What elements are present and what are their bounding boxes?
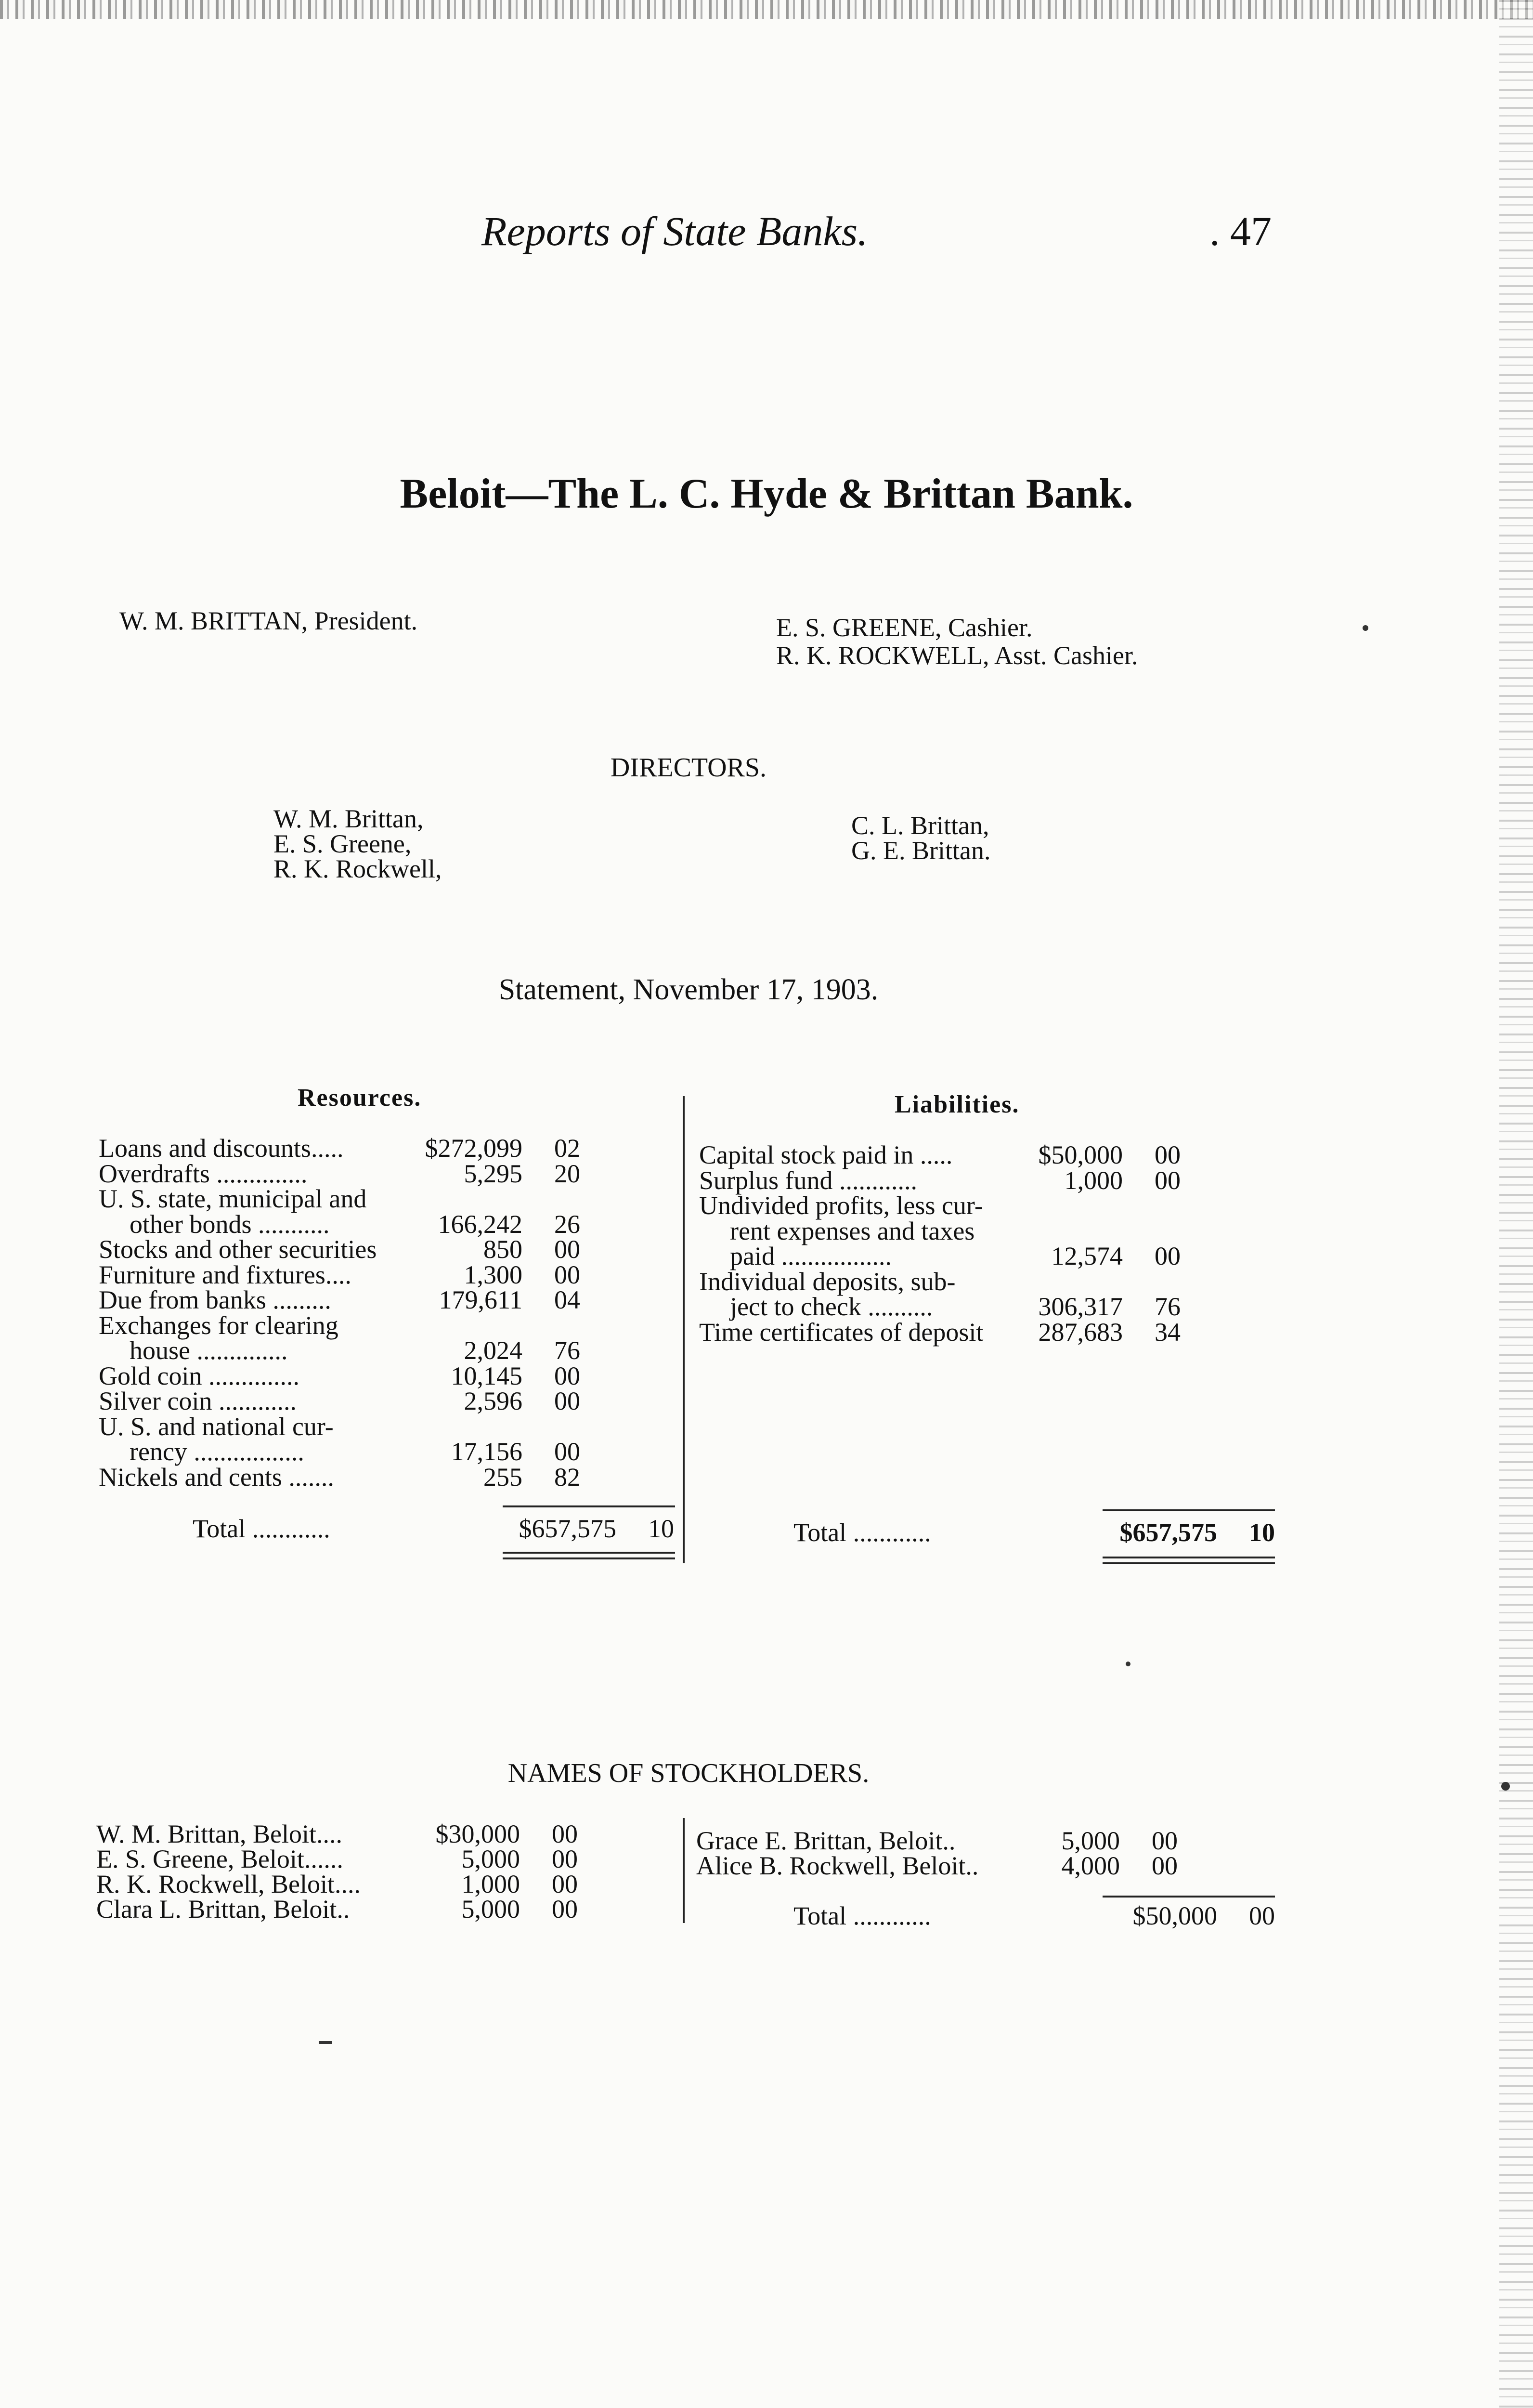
stockholder-row bbox=[96, 1871, 578, 1897]
stockholders-total-row bbox=[793, 1903, 1275, 1928]
scan-speck bbox=[1501, 1782, 1510, 1791]
liabilities-total-rule bbox=[1103, 1509, 1275, 1511]
resources-dollars: 166,242 bbox=[438, 1209, 522, 1239]
running-header-title: Reports of State Banks. bbox=[481, 208, 868, 254]
stockholder-dollars: $30,000 bbox=[435, 1819, 520, 1848]
resources-row bbox=[99, 1262, 580, 1287]
resources-label: Exchanges for clearing bbox=[99, 1310, 338, 1340]
resources-total-row bbox=[193, 1516, 674, 1541]
stockholder-cents: 00 bbox=[1152, 1826, 1178, 1855]
scan-speck bbox=[1363, 625, 1368, 631]
resources-cents: 20 bbox=[554, 1159, 580, 1188]
resources-dollars: 10,145 bbox=[451, 1361, 522, 1390]
liabilities-row bbox=[699, 1165, 1181, 1195]
liabilities-cents: 76 bbox=[1155, 1292, 1181, 1321]
resources-total-dollars: $657,575 bbox=[519, 1514, 616, 1543]
resources-total-double-rule-2 bbox=[503, 1557, 675, 1559]
stockholder-label: Clara L. Brittan, Beloit.. bbox=[96, 1895, 350, 1924]
liabilities-dollars: 1,000 bbox=[1064, 1165, 1123, 1195]
resources-label: house .............. bbox=[130, 1336, 288, 1365]
liabilities-dollars: 12,574 bbox=[1051, 1242, 1123, 1270]
resources-row bbox=[99, 1363, 580, 1388]
resources-row bbox=[99, 1310, 580, 1340]
resources-dollars: $272,099 bbox=[425, 1134, 522, 1163]
liabilities-cents: 00 bbox=[1155, 1242, 1181, 1270]
resources-label: other bonds ........... bbox=[130, 1209, 330, 1239]
resources-row bbox=[99, 1136, 580, 1161]
resources-row bbox=[99, 1462, 580, 1492]
stockholder-cents: 00 bbox=[552, 1819, 578, 1848]
stockholder-row bbox=[96, 1821, 578, 1846]
liabilities-row bbox=[699, 1294, 1181, 1319]
stockholder-row bbox=[96, 1846, 578, 1871]
resources-total-double-rule-1 bbox=[503, 1552, 675, 1554]
resources-cents: 00 bbox=[554, 1235, 580, 1264]
resources-row bbox=[99, 1388, 580, 1413]
stockholder-label: E. S. Greene, Beloit...... bbox=[96, 1845, 343, 1873]
bank-title: Beloit—The L. C. Hyde & Brittan Bank. bbox=[400, 471, 1133, 517]
officer-president: W. M. BRITTAN, President. bbox=[119, 606, 418, 635]
resources-row bbox=[99, 1338, 580, 1363]
liabilities-row bbox=[699, 1269, 1181, 1294]
resources-dollars: 5,295 bbox=[464, 1159, 522, 1188]
resources-cents: 00 bbox=[554, 1260, 580, 1289]
resources-dollars: 179,611 bbox=[439, 1285, 522, 1314]
stockholder-label: R. K. Rockwell, Beloit.... bbox=[96, 1870, 361, 1898]
director-left-2: E. S. Greene, bbox=[273, 829, 412, 858]
resources-label: Silver coin ............ bbox=[99, 1387, 297, 1415]
liabilities-label: Undivided profits, less cur- bbox=[699, 1191, 983, 1220]
officer-cashier: E. S. GREENE, Cashier. bbox=[776, 613, 1033, 642]
resources-cents: 00 bbox=[554, 1437, 580, 1466]
liabilities-cents: 00 bbox=[1155, 1165, 1181, 1195]
resources-dollars: 850 bbox=[483, 1235, 522, 1264]
resources-label: Due from banks ......... bbox=[99, 1285, 331, 1314]
stockholder-dollars: 5,000 bbox=[1061, 1826, 1120, 1855]
resources-dollars: 17,156 bbox=[451, 1437, 522, 1466]
liabilities-label: ject to check .......... bbox=[730, 1292, 933, 1321]
resources-row bbox=[99, 1237, 580, 1262]
liabilities-cents: 00 bbox=[1155, 1140, 1181, 1169]
liabilities-row bbox=[699, 1193, 1181, 1218]
stockholder-label: Alice B. Rockwell, Beloit.. bbox=[696, 1851, 979, 1880]
liabilities-dollars: 306,317 bbox=[1038, 1292, 1123, 1321]
liabilities-label: rent expenses and taxes bbox=[730, 1216, 975, 1245]
liabilities-label: Time certificates of deposit bbox=[699, 1317, 984, 1347]
liabilities-label: paid ................. bbox=[730, 1242, 892, 1270]
resources-label: U. S. and national cur- bbox=[99, 1412, 334, 1441]
resources-total-cents: 10 bbox=[648, 1514, 674, 1543]
directors-heading: DIRECTORS. bbox=[610, 753, 767, 783]
liabilities-total-double-rule-1 bbox=[1103, 1557, 1275, 1558]
statement-title: Statement, November 17, 1903. bbox=[498, 973, 879, 1006]
resources-row bbox=[99, 1439, 580, 1464]
liabilities-row bbox=[699, 1317, 1181, 1347]
resources-dollars: 2,596 bbox=[464, 1387, 522, 1415]
liabilities-total-label: Total ............ bbox=[793, 1518, 931, 1547]
liabilities-cents: 34 bbox=[1155, 1317, 1181, 1347]
liabilities-total-dollars: $657,575 bbox=[1119, 1518, 1217, 1547]
liabilities-total-double-rule-2 bbox=[1103, 1562, 1275, 1564]
stockholder-row bbox=[696, 1828, 1178, 1853]
resources-label: Gold coin .............. bbox=[99, 1361, 299, 1390]
resources-cents: 00 bbox=[554, 1361, 580, 1390]
liabilities-dollars: 287,683 bbox=[1038, 1317, 1123, 1347]
director-left-3: R. K. Rockwell, bbox=[273, 854, 442, 883]
stockholders-heading: NAMES OF STOCKHOLDERS. bbox=[507, 1758, 870, 1788]
stockholders-divider bbox=[683, 1818, 685, 1923]
page-number: . 47 bbox=[1209, 208, 1272, 254]
liabilities-total-row bbox=[793, 1520, 1275, 1545]
resources-label: Stocks and other securities bbox=[99, 1235, 377, 1264]
liabilities-label: Capital stock paid in ..... bbox=[699, 1140, 953, 1169]
stockholders-total-rule bbox=[1103, 1896, 1275, 1898]
stockholder-cents: 00 bbox=[552, 1845, 578, 1873]
liabilities-row bbox=[699, 1218, 1181, 1243]
liabilities-label: Individual deposits, sub- bbox=[699, 1267, 956, 1296]
scan-edge-top bbox=[0, 0, 1533, 19]
resources-row bbox=[99, 1161, 580, 1186]
director-left-1: W. M. Brittan, bbox=[273, 804, 424, 833]
stockholder-label: W. M. Brittan, Beloit.... bbox=[96, 1819, 342, 1848]
scan-edge-right bbox=[1499, 0, 1533, 2408]
liabilities-row bbox=[699, 1243, 1181, 1269]
resources-row bbox=[99, 1209, 580, 1239]
resources-cents: 76 bbox=[554, 1336, 580, 1365]
resources-cents: 04 bbox=[554, 1285, 580, 1314]
stockholder-dollars: 5,000 bbox=[461, 1895, 520, 1924]
director-right-1: C. L. Brittan, bbox=[851, 811, 989, 840]
resources-heading: Resources. bbox=[298, 1084, 422, 1112]
director-right-2: G. E. Brittan. bbox=[851, 836, 991, 865]
resources-cents: 26 bbox=[554, 1209, 580, 1239]
resources-cents: 00 bbox=[554, 1387, 580, 1415]
resources-dollars: 255 bbox=[483, 1462, 522, 1492]
balance-column-divider bbox=[683, 1096, 685, 1563]
liabilities-row bbox=[699, 1142, 1181, 1167]
stockholder-row bbox=[96, 1897, 578, 1922]
resources-dollars: 2,024 bbox=[464, 1336, 522, 1365]
stockholder-label: Grace E. Brittan, Beloit.. bbox=[696, 1826, 956, 1855]
stockholder-dollars: 1,000 bbox=[461, 1870, 520, 1898]
liabilities-heading: Liabilities. bbox=[895, 1091, 1020, 1118]
resources-total-label: Total ............ bbox=[193, 1514, 330, 1543]
resources-label: Furniture and fixtures.... bbox=[99, 1260, 351, 1289]
scan-speck bbox=[1126, 1662, 1130, 1666]
resources-cents: 02 bbox=[554, 1134, 580, 1163]
resources-row bbox=[99, 1186, 580, 1211]
resources-label: U. S. state, municipal and bbox=[99, 1184, 367, 1213]
stockholder-dollars: 4,000 bbox=[1061, 1851, 1120, 1880]
resources-total-rule bbox=[503, 1505, 675, 1507]
resources-label: rency ................. bbox=[130, 1437, 304, 1466]
liabilities-total-cents: 10 bbox=[1249, 1518, 1275, 1547]
scan-mark bbox=[319, 2041, 332, 2044]
resources-row bbox=[99, 1287, 580, 1312]
stockholder-dollars: 5,000 bbox=[461, 1845, 520, 1873]
stockholder-cents: 00 bbox=[552, 1895, 578, 1924]
resources-row bbox=[99, 1414, 580, 1439]
resources-label: Overdrafts .............. bbox=[99, 1159, 308, 1188]
stockholders-total-dollars: $50,000 bbox=[1132, 1901, 1217, 1930]
liabilities-label: Surplus fund ............ bbox=[699, 1165, 918, 1195]
stockholder-cents: 00 bbox=[552, 1870, 578, 1898]
resources-dollars: 1,300 bbox=[464, 1260, 522, 1289]
stockholder-cents: 00 bbox=[1152, 1851, 1178, 1880]
resources-cents: 82 bbox=[554, 1462, 580, 1492]
resources-label: Loans and discounts..... bbox=[99, 1134, 344, 1163]
resources-label: Nickels and cents ....... bbox=[99, 1462, 334, 1492]
stockholders-total-cents: 00 bbox=[1249, 1901, 1275, 1930]
liabilities-dollars: $50,000 bbox=[1038, 1140, 1123, 1169]
stockholders-total-label: Total ............ bbox=[793, 1901, 931, 1930]
officer-asst-cashier: R. K. ROCKWELL, Asst. Cashier. bbox=[776, 641, 1138, 670]
stockholder-row bbox=[696, 1853, 1178, 1878]
